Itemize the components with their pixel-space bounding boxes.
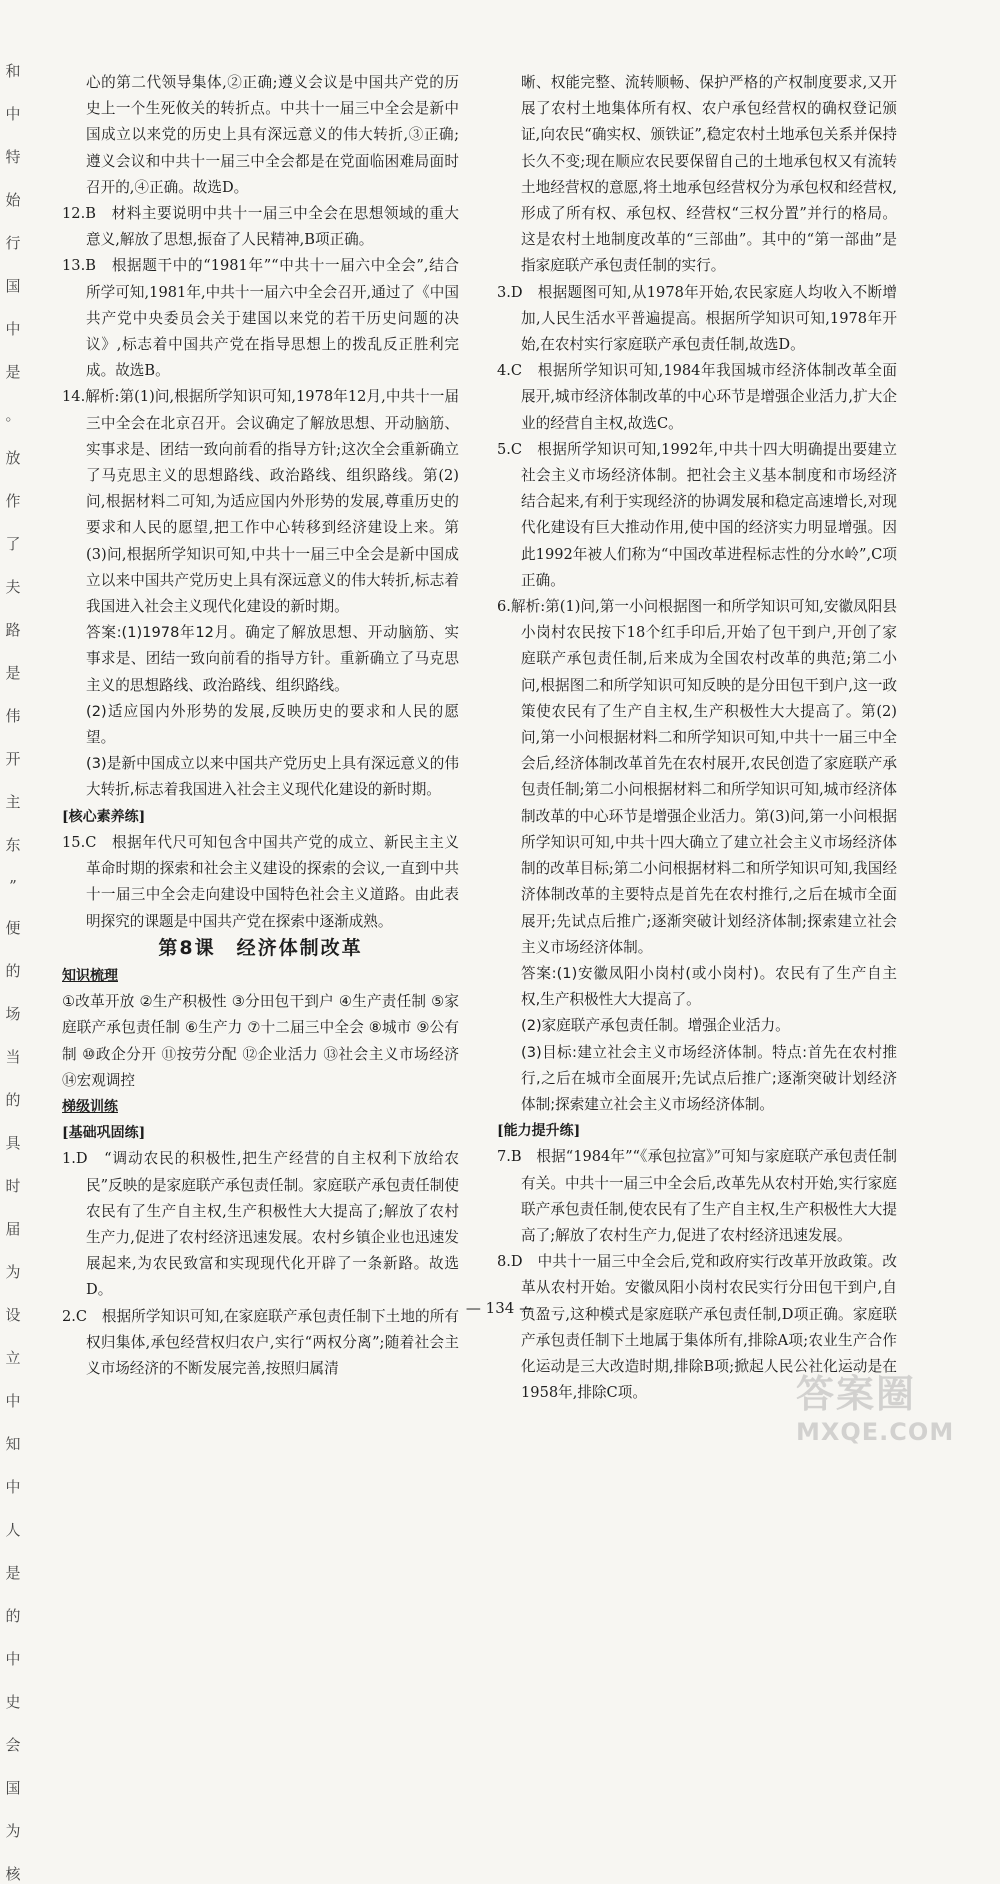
paragraph: 1.D “调动农民的积极性,把生产经营的自主权利下放给农民”反映的是家庭联产承包责任制。家庭联产承包责任制使农民有了生产自主权,生产积极性大大提高了;解放了农村生产力,促进了农村经济迅速发展。农村乡镇企业也迅速发展起来,为农民致富和实现现代化开辟了一条新路。故选D。	[62, 1150, 459, 1299]
section-label: [基础巩固练]	[62, 1125, 146, 1142]
edge-char: 立	[5, 1349, 21, 1367]
edge-char: 伟	[5, 707, 21, 725]
edge-char: 是	[5, 1564, 21, 1582]
section-heading: 梯级训练	[62, 1098, 118, 1115]
edge-char: 放	[5, 449, 21, 467]
paragraph: 6.解析:第(1)问,第一小问根据图一和所学知识可知,安徽凤阳县小岗村农民按下18个红手印后,开始了包干到户,开创了家庭联产承包责任制,后来成为全国农村改革的典范;第二小问,根据图二和所学知识可知反映的是分田包干到户,这一政策使农民有了生产自主权,生产积极性大大提高了。第(2)问,第一小问根据材料二和所学知识可知,中共十一届三中全会后,经济体制改革首先在农村展开,农民创造了家庭联产承包责任制;第二小问根据材料二和所学知识可知,城市经济体制改革的中心环节是增强企业活力。第(3)问,第一小问根据所学知识可知,中共十四大确立了建立社会主义市场经济体制的改革目标;第二小问根据材料二和所学知识可知,我国经济体制改革的主要特点是首先在农村推行,之后在城市全面展开;先试点后推广;逐渐突破计划经济体制;探索建立社会主义市场经济体制。	[497, 598, 897, 956]
edge-char: 的	[5, 1091, 21, 1109]
edge-char: 知	[5, 1435, 21, 1453]
edge-char: 的	[5, 962, 21, 980]
watermark-logo	[796, 1363, 986, 1453]
edge-char: 是	[5, 664, 21, 682]
edge-char: 当	[5, 1048, 21, 1066]
edge-char: 中	[5, 1650, 21, 1668]
edge-char: 是	[5, 363, 21, 381]
edge-char: 会	[5, 1736, 21, 1754]
paragraph: 12.B 材料主要说明中共十一届三中全会在思想领域的重大意义,解放了思想,振奋了人民精神,B项正确。	[62, 205, 459, 249]
edge-char: 中	[5, 105, 21, 123]
paragraph: 心的第二代领导集体,②正确;遵义会议是中国共产党的历史上一个生死攸关的转折点。中共十一届三中全会是新中国成立以来党的历史上具有深远意义的伟大转折,③正确;遵义会议和中共十一届三中全会都是在党面临困难局面时召开的,④正确。故选D。	[86, 74, 459, 196]
paragraph: (2)家庭联产承包责任制。增强企业活力。	[521, 1017, 790, 1035]
edge-char: 特	[5, 148, 21, 166]
edge-char: 行	[5, 234, 21, 252]
edge-char: 时	[5, 1177, 21, 1195]
paragraph: 晰、权能完整、流转顺畅、保护严格的产权制度要求,又开展了农村土地集体所有权、农户承包经营权的确权登记颁证,向农民“确实权、颁铁证”,稳定农村土地承包关系并保持长久不变;现在顺应农民要保留自己的土地承包权又有流转土地经营权的意愿,将土地承包经营权分为承包权和经营权,形成了所有权、承包权、经营权“三权分置”并行的格局。这是农村土地制度改革的“三部曲”。其中的“第一部曲”是指家庭联产承包责任制的实行。	[521, 74, 897, 275]
paragraph: 13.B 根据题干中的“1981年”“中共十一届六中全会”,结合所学可知,1981年,中共十一届六中全会召开,通过了《中国共产党中央委员会关于建国以来党的若干历史问题的决议》,标志着中国共产党在指导思想上的拨乱反正胜利完成。故选B。	[62, 257, 459, 380]
edge-char: 人	[5, 1521, 21, 1539]
edge-char: 国	[5, 277, 21, 295]
edge-char: 为	[5, 1822, 21, 1840]
right-column	[497, 70, 897, 1406]
edge-char: 中	[5, 1478, 21, 1496]
edge-char: 核	[5, 1865, 21, 1883]
edge-char: 具	[5, 1134, 21, 1152]
edge-char: 。	[5, 406, 21, 424]
left-column	[62, 70, 459, 1382]
paragraph: 2.C 根据所学知识可知,在家庭联产承包责任制下土地的所有权归集体,承包经营权归农户,实行“两权分离”;随着社会主义市场经济的不断发展完善,按照归属清	[62, 1307, 459, 1377]
section-label: [核心素养练]	[62, 808, 146, 825]
edge-char: 开	[5, 750, 21, 768]
edge-char: 国	[5, 1779, 21, 1797]
lesson-title: 第8课 经济体制改革	[158, 936, 363, 959]
section-label: [能力提升练]	[497, 1123, 581, 1140]
edge-char: 主	[5, 793, 21, 811]
edge-char: 设	[5, 1306, 21, 1324]
paragraph: 15.C 根据年代尺可知包含中国共产党的成立、新民主主义革命时期的探索和社会主义建设的探索的会议,一直到中共十一届三中全会走向建设中国特色社会主义道路。由此表明探究的课题是中国共产党在探索中逐渐成熟。	[62, 833, 459, 930]
section-heading: 知识梳理	[62, 967, 118, 984]
edge-char: 路	[5, 621, 21, 639]
edge-char: 东	[5, 836, 21, 854]
paragraph: 4.C 根据所学知识可知,1984年我国城市经济体制改革全面展开,城市经济体制改革的中心环节是增强企业活力,扩大企业的经营自主权,故选C。	[497, 362, 897, 432]
paragraph: 14.解析:第(1)问,根据所学知识可知,1978年12月,中共十一届三中全会在北京召开。会议确定了解放思想、开动脑筋、实事求是、团结一致向前看的指导方针;这次全会重新确立了马克思主义的思想路线、政治路线、组织路线。第(2)问,根据材料二可知,为适应国内外形势的发展,尊重历史的要求和人民的愿望,把工作中心转移到经济建设上来。第(3)问,根据所学知识可知,中共十一届三中全会是新中国成立以来中国共产党历史上具有深远意义的伟大转折,标志着我国进入社会主义现代化建设的新时期。	[62, 388, 459, 616]
edge-char: 和	[5, 62, 21, 80]
paragraph: 3.D 根据题图可知,从1978年开始,农民家庭人均收入不断增加,人民生活水平普遍提高。根据所学知识可知,1978年开始,在农村实行家庭联产承包责任制,故选D。	[497, 283, 897, 354]
edge-char: ”	[9, 877, 17, 895]
paragraph: 答案:(1)安徽凤阳小岗村(或小岗村)。农民有了生产自主权,生产积极性大大提高了。	[521, 964, 897, 1009]
edge-char: 始	[5, 191, 21, 209]
edge-char: 场	[5, 1005, 21, 1023]
paragraph: (2)适应国内外形势的发展,反映历史的要求和人民的愿望。	[86, 702, 459, 747]
left-edge-strip	[0, 60, 26, 1883]
watermark-top-text: 答案圈	[796, 1372, 917, 1416]
edge-char: 中	[5, 1392, 21, 1410]
edge-char: 史	[5, 1693, 21, 1711]
edge-char: 便	[5, 919, 21, 937]
paragraph: 答案:(1)1978年12月。确定了解放思想、开动脑筋、实事求是、团结一致向前看的指导方针。重新确立了马克思主义的思想路线、政治路线、组织路线。	[86, 624, 459, 694]
watermark-bottom-text: MXQE.COM	[796, 1418, 955, 1446]
paragraph: 8.D 中共十一届三中全会后,党和政府实行改革开放政策。改革从农村开始。安徽凤阳小岗村农民实行分田包干到户,自负盈亏,这种模式是家庭联产承包责任制,D项正确。家庭联产承包责任制下土地属于集体所有,排除A项;农业生产合作化运动是三大改造时期,排除B项;掀起人民公社化运动是在1958年,排除C项。	[497, 1253, 897, 1402]
paragraph: (3)目标:建立社会主义市场经济体制。特点:首先在农村推行,之后在城市全面展开;先试点后推广;逐渐突破计划经济体制;探索建立社会主义市场经济体制。	[521, 1043, 897, 1113]
edge-char: 中	[5, 320, 21, 338]
edge-char: 夫	[5, 578, 21, 596]
paragraph: 7.B 根据“1984年”“《承包拉富》”可知与家庭联产承包责任制有关。中共十一届三中全会后,改革先从农村开始,实行家庭联产承包责任制,使农民有了生产自主权,生产积极性大大提高了;解放了农村生产力,促进了农村经济迅速发展。	[497, 1148, 897, 1244]
edge-char: 作	[5, 492, 21, 510]
paragraph: 5.C 根据所学知识可知,1992年,中共十四大明确提出要建立社会主义市场经济体制。把社会主义基本制度和市场经济结合起来,有利于实现经济的协调发展和稳定高速增长,对现代化建设有巨大推动作用,使中国的经济实力明显增强。因此1992年被人们称为“中国改革进程标志性的分水岭”,C项正确。	[497, 440, 897, 589]
edge-char: 了	[5, 535, 21, 553]
edge-char: 届	[5, 1220, 21, 1238]
edge-char: 为	[5, 1263, 21, 1281]
paragraph: (3)是新中国成立以来中国共产党历史上具有深远意义的伟大转折,标志着我国进入社会主义现代化建设的新时期。	[86, 755, 459, 799]
edge-char: 的	[5, 1607, 21, 1625]
page-number: — 134 —	[465, 1299, 535, 1317]
paragraph: ①改革开放 ②生产积极性 ③分田包干到户 ④生产责任制 ⑤家庭联产承包责任制 ⑥生产力 ⑦十二届三中全会 ⑧城市 ⑨公有制 ⑩政企分开 ⑪按劳分配 ⑫企业活力 ⑬社会主义市场经济 ⑭宏观调控	[62, 993, 459, 1089]
